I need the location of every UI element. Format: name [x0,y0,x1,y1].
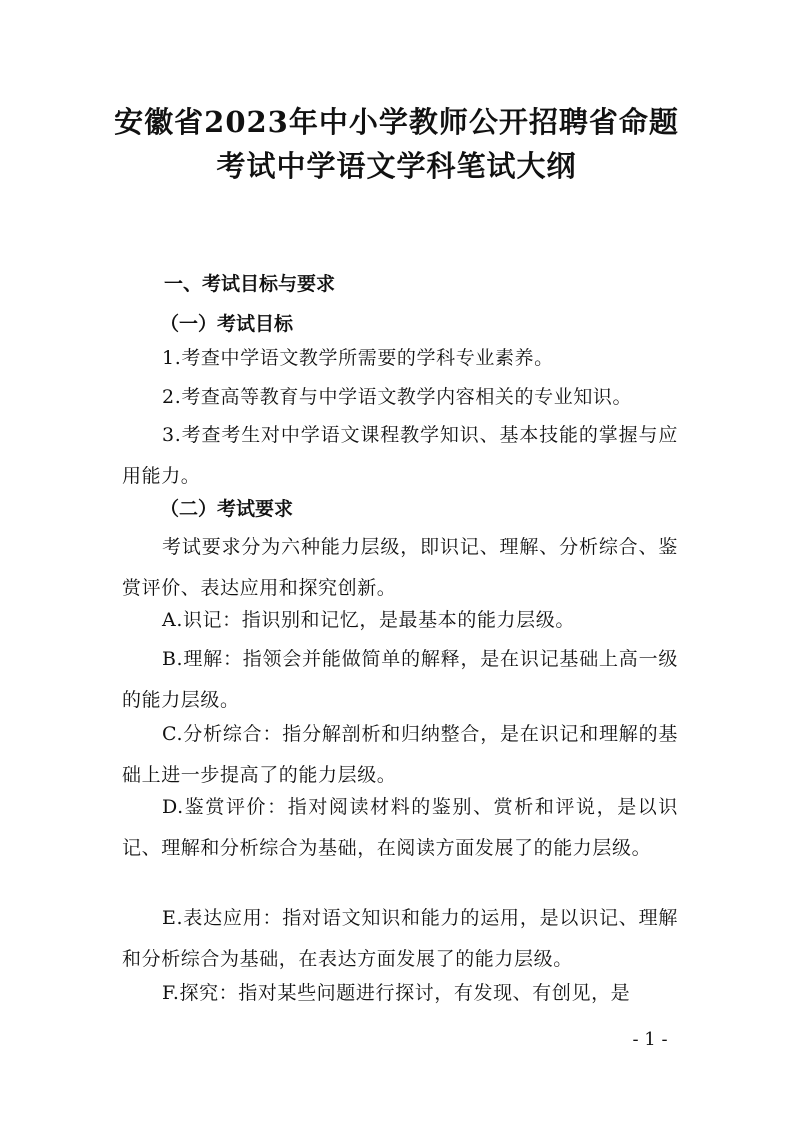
goal-item-1: 1.考查中学语文教学所需要的学科专业素养。 [162,347,554,369]
section-heading-exam-goals-and-requirements: 一、考试目标与要求 [164,273,336,295]
level-d-paragraph: D.鉴赏评价：指对阅读材料的鉴别、赏析和评说，是以识记、理解和分析综合为基础，在阅读方面发展了的能力层级。 [122,796,678,859]
level-f-paragraph: F.探究：指对某些问题进行探讨，有发现、有创见，是 [162,982,631,1004]
subsection-heading-exam-requirements: （二）考试要求 [160,498,294,520]
goal-item-3: 3.考查考生对中学语文课程教学知识、基本技能的掌握与应用能力。 [122,424,678,487]
document-title-line-1: 安徽省2023年中小学教师公开招聘省命题 [114,105,679,139]
level-c-paragraph: C.分析综合：指分解剖析和归纳整合，是在识记和理解的基础上进一步提高了的能力层级。 [122,723,678,786]
page-number: - 1 - [632,1029,668,1050]
goal-item-2: 2.考查高等教育与中学语文教学内容相关的专业知识。 [162,386,633,408]
level-e-paragraph: E.表达应用：指对语文知识和能力的运用，是以识记、理解和分析综合为基础，在表达方面发展了的能力层级。 [122,907,678,970]
requirements-intro-paragraph: 考试要求分为六种能力层级，即识记、理解、分析综合、鉴赏评价、表达应用和探究创新。 [122,536,678,599]
subsection-heading-exam-goals: （一）考试目标 [160,313,294,335]
level-b-paragraph: B.理解：指领会并能做简单的解释，是在识记基础上高一级的能力层级。 [122,648,678,711]
level-a-paragraph: A.识记：指识别和记忆，是最基本的能力层级。 [162,609,575,631]
document-title-line-2: 考试中学语文学科笔试大纲 [216,149,577,183]
